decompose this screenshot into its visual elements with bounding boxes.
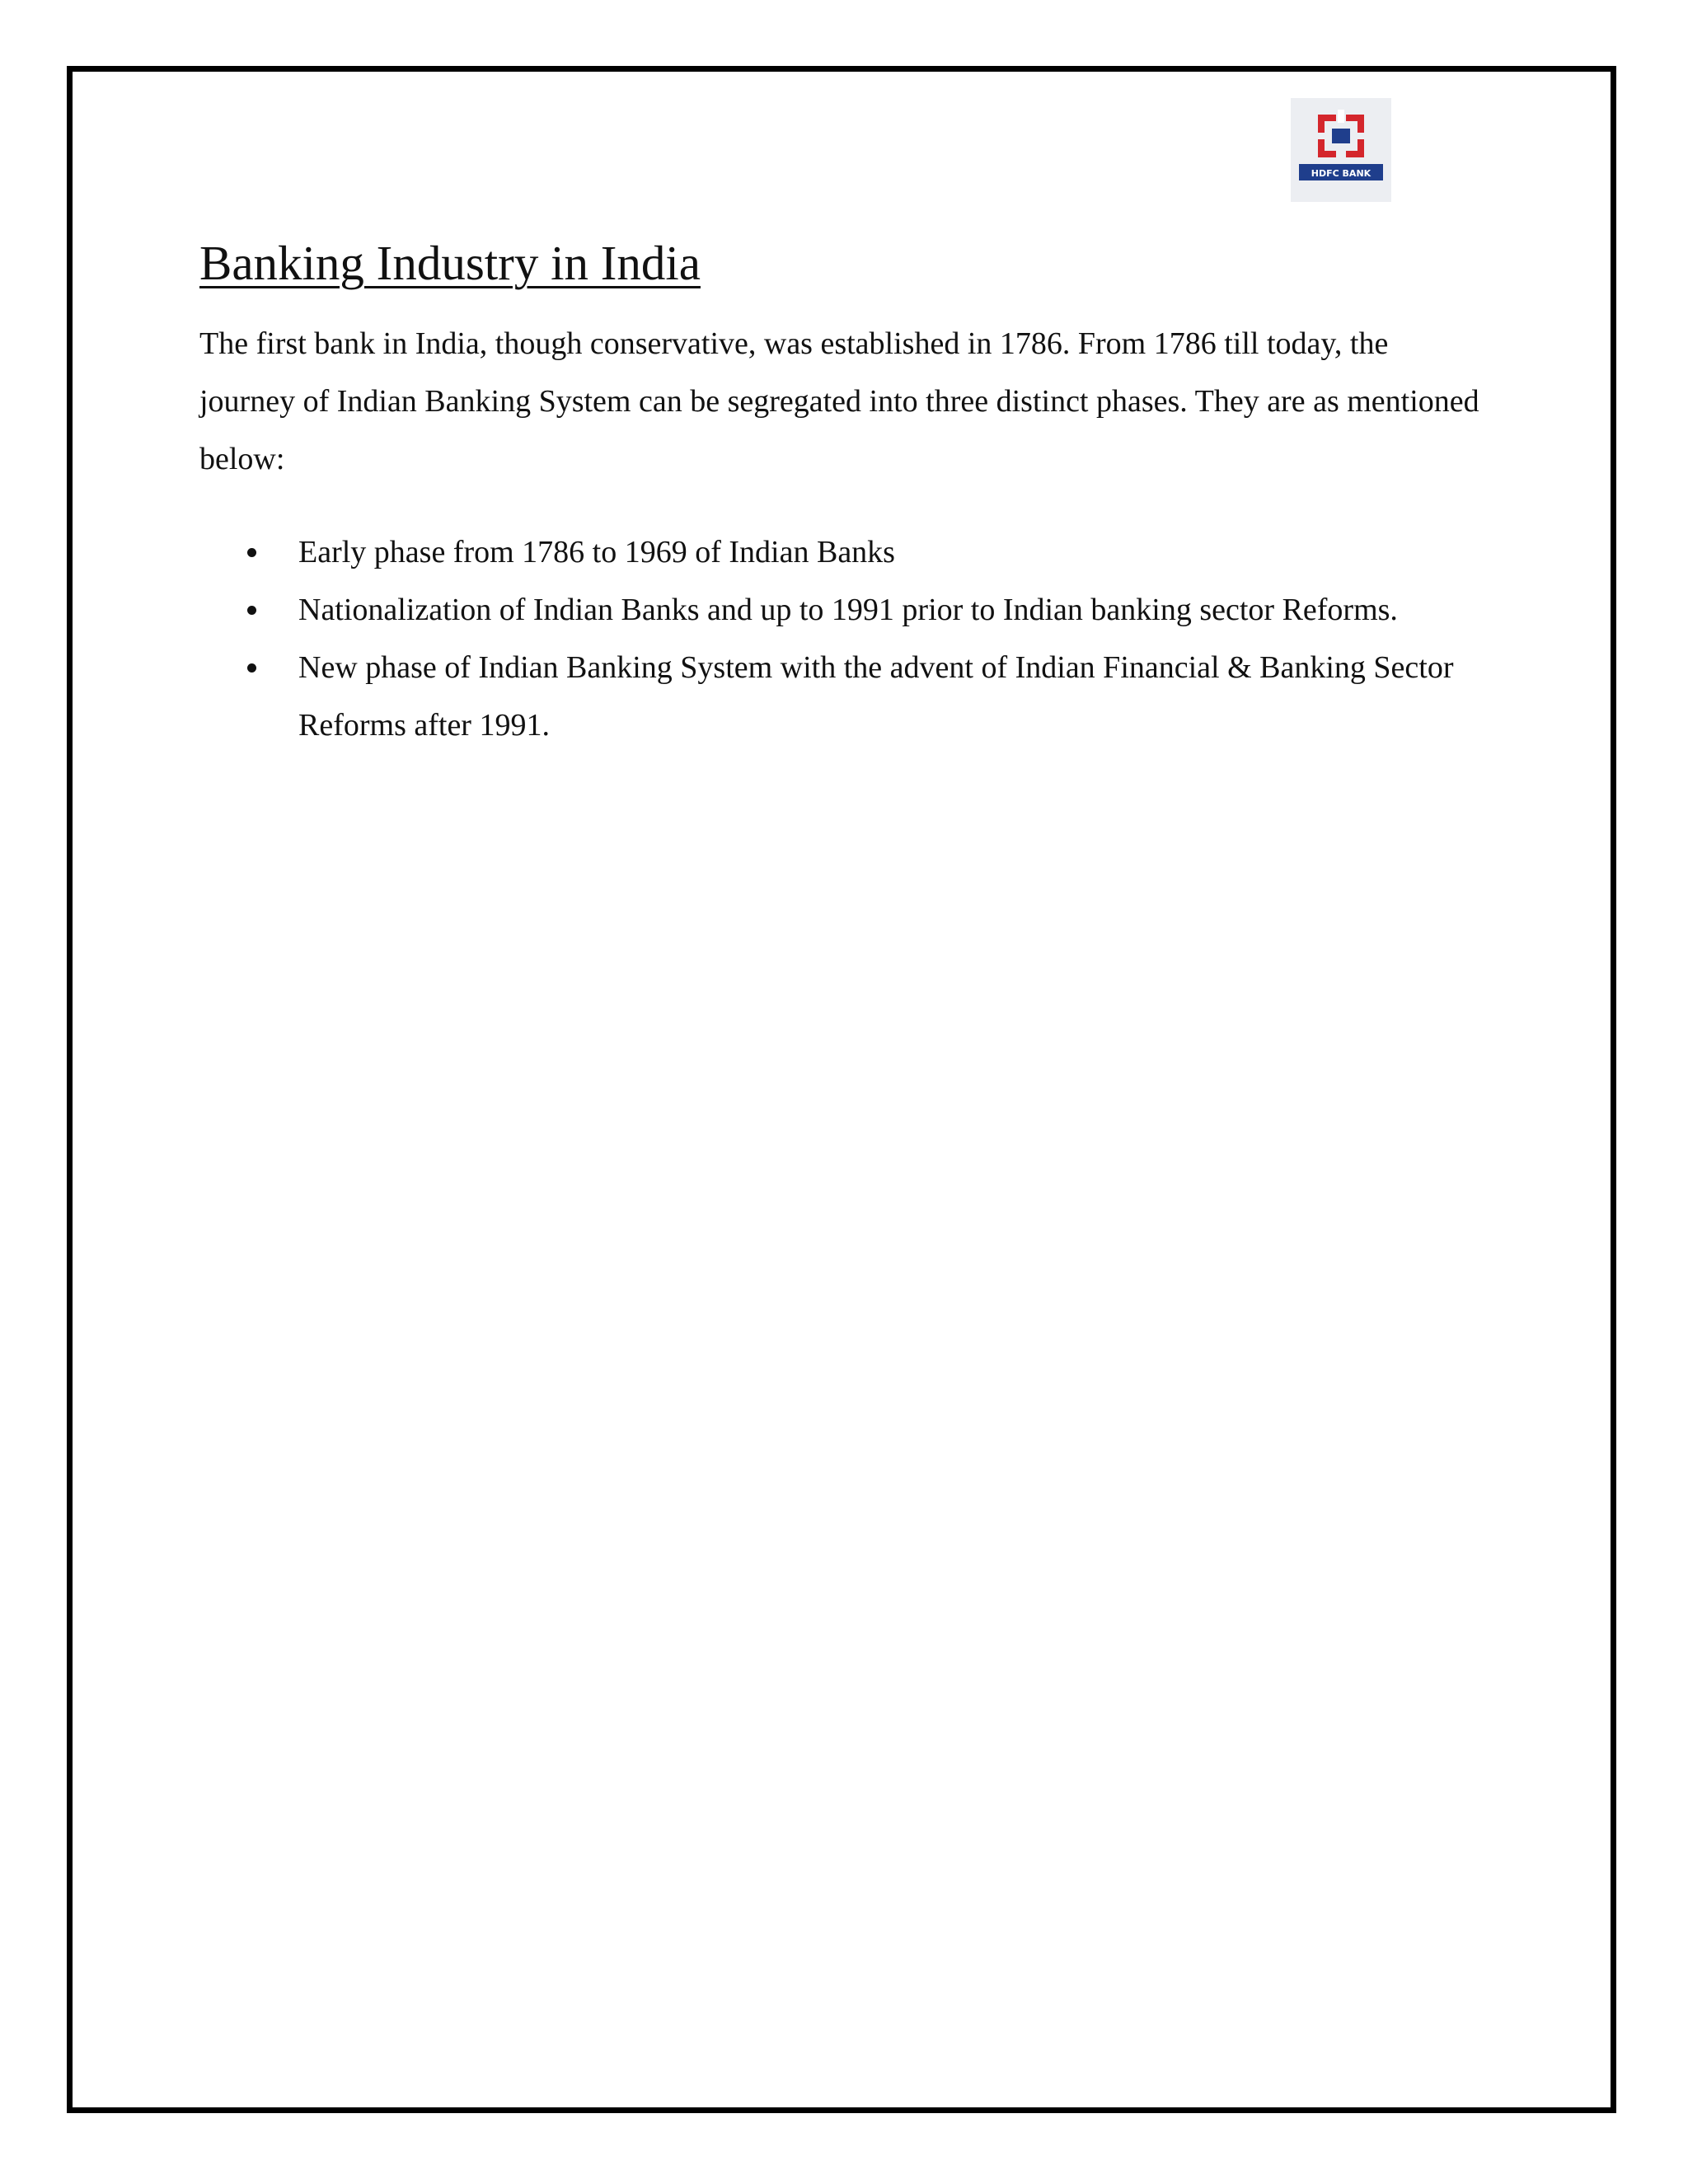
- phase-list: [199, 523, 1518, 754]
- intro-paragraph: The first bank in India, though conservative, was established in 1786. From 1786 till today, the journey of Indian Banking System can be segregated into three distinct phases. They are as mentioned below:: [199, 326, 1479, 476]
- list-item: [199, 639, 1518, 754]
- hdfc-bank-logo-text: HDFC BANK: [1311, 168, 1372, 179]
- hdfc-bank-logo-graphic: [1291, 98, 1391, 202]
- bullet-icon: [247, 606, 256, 615]
- page-title: Banking Industry in India: [199, 236, 701, 290]
- list-item-text: Nationalization of Indian Banks and up to 1991 prior to Indian banking sector Reforms.: [298, 593, 1398, 627]
- bullet-icon: [247, 663, 256, 673]
- bullet-icon: [247, 548, 256, 557]
- list-item-text: Early phase from 1786 to 1969 of Indian Banks: [298, 535, 895, 569]
- hdfc-bank-logo: [1291, 98, 1391, 202]
- list-item-text: New phase of Indian Banking System with the advent of Indian Financial & Banking Sector Reforms after 1991.: [298, 650, 1454, 743]
- list-item: [199, 581, 1518, 639]
- list-item: [199, 523, 1518, 581]
